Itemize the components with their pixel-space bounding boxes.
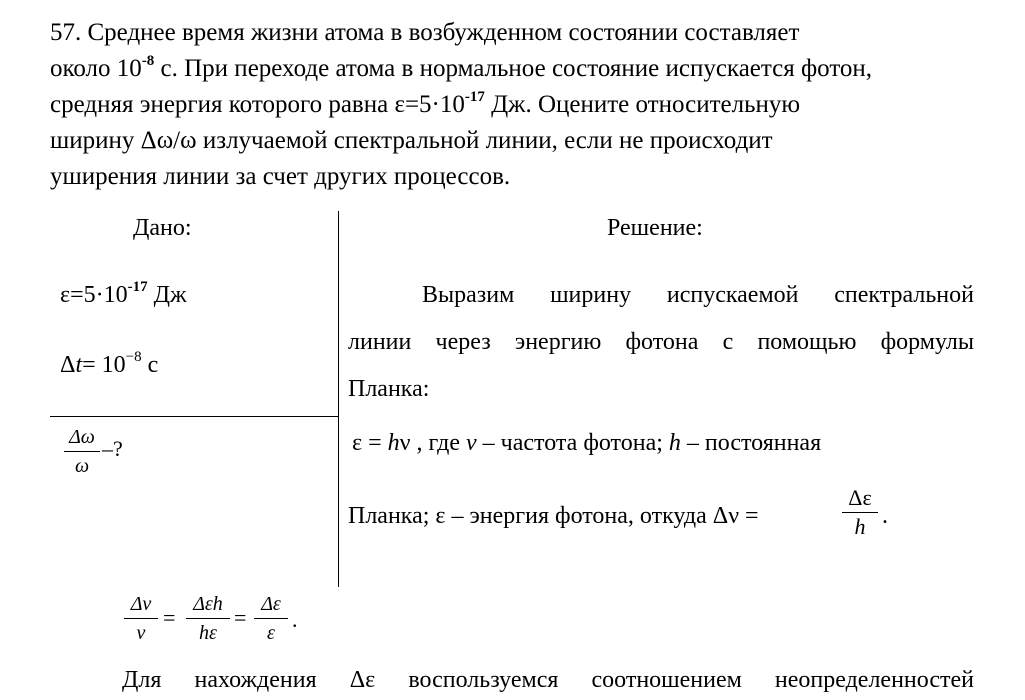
table-vertical-divider <box>338 211 339 587</box>
problem-line-4: ширину Δω/ω излучаемой спектральной линии, если не происходит <box>50 127 773 154</box>
given-time: $\Delta t= 10^{-8}$ с <box>60 349 159 378</box>
delta-nu-fraction: Δε h <box>842 486 878 539</box>
solution-line-5-end: . <box>882 503 888 529</box>
problem-line-5: уширения линии за счет других процессов. <box>50 163 511 190</box>
table-horizontal-divider <box>50 416 339 417</box>
find-fraction: Δω ω <box>64 425 100 478</box>
solution-line-1: Выразим ширину испускаемой спектральной <box>422 282 974 308</box>
solution-last-line: Для нахождения Δε воспользуемся соотношением неопределенностей <box>122 667 974 693</box>
equation-equals-1: = <box>163 605 176 630</box>
given-energy: $\varepsilon=5\cdot 10^{-17}$ Дж <box>60 279 187 308</box>
equation-fraction-3: Δε ε <box>254 592 288 645</box>
solution-header: Решение: <box>607 215 703 241</box>
problem-line-3: средняя энергия которого равна $\varepsilon=5\cdot 10^{-17}$ Дж. Оцените относительную <box>50 88 801 118</box>
solution-line-2: линии через энергию фотона с помощью формулы <box>348 329 974 355</box>
solution-line-5: Планка; ε – энергия фотона, откуда Δν = <box>348 503 759 529</box>
equation-equals-2: = <box>234 605 247 630</box>
problem-line-1: 57. Среднее время жизни атома в возбужденном состоянии составляет <box>50 19 800 46</box>
equation-end: . <box>292 607 298 632</box>
solution-line-4: ε = hν , где ν – частота фотона; h – постоянная <box>352 430 822 456</box>
equation-fraction-1: Δν ν <box>124 592 158 645</box>
find-question: –? <box>102 436 123 461</box>
solution-line-3: Планка: <box>348 376 430 402</box>
given-header: Дано: <box>133 215 192 241</box>
equation-fraction-2: Δεh hε <box>186 592 230 645</box>
problem-line-2: около $10^{-8}$ с. При переходе атома в нормальное состояние испускается фотон, <box>50 52 873 82</box>
